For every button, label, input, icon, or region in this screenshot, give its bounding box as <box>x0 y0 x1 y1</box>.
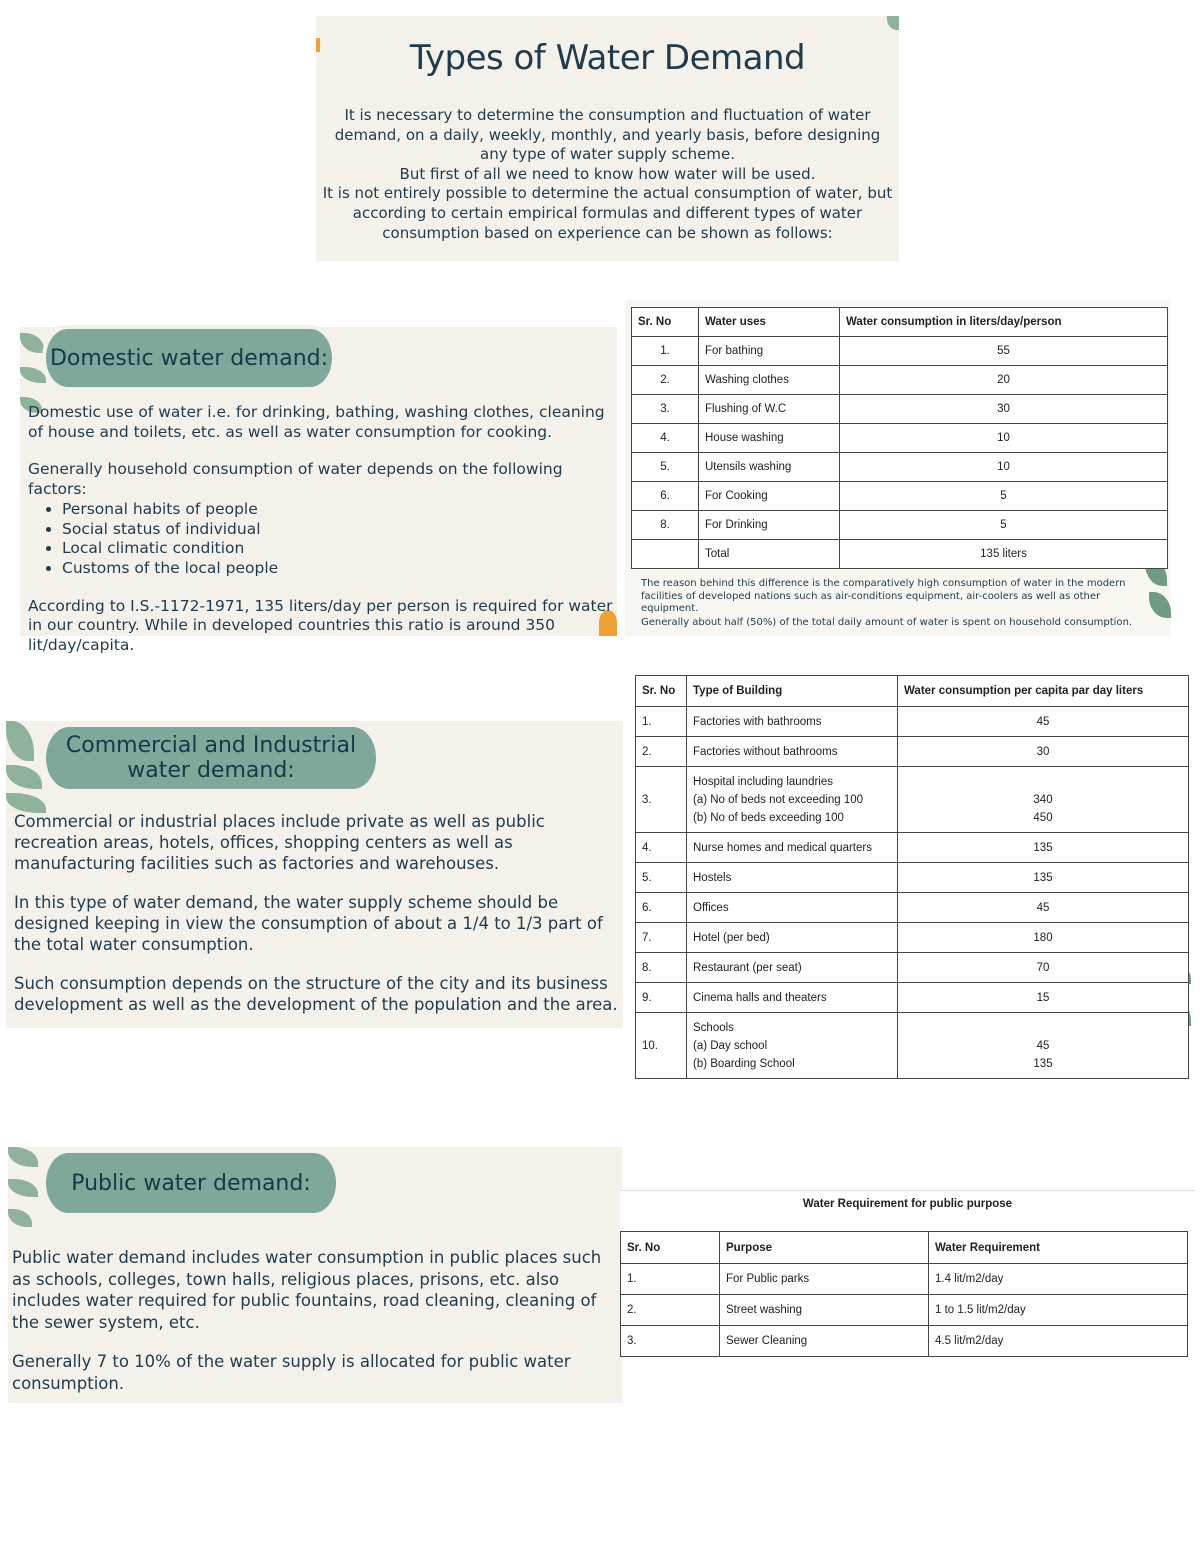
table-cell: 135 liters <box>840 540 1168 569</box>
table-cell: 1. <box>632 337 699 366</box>
table-cell: 7. <box>636 923 687 953</box>
table-row <box>632 453 1168 482</box>
header-cell: Water uses <box>699 308 840 337</box>
table-cell: 30 <box>840 395 1168 424</box>
table-note: The reason behind this difference is the comparatively high consumption of water in the modern facilities of developed nations such as air-conditions equipment, air-coolers as well as other equipment. <box>641 578 1126 614</box>
table-cell: 4. <box>636 833 687 863</box>
intro-line: It is not entirely possible to determine the actual consumption of water, but according to certain empirical formulas and different types of water consumption based on experience can be shown as follows: <box>322 184 893 242</box>
intro-card <box>316 16 899 261</box>
table-row <box>632 337 1168 366</box>
list-item: • Social status of individual <box>62 520 613 540</box>
intro-text <box>322 106 893 243</box>
leaf-decoration <box>6 793 46 813</box>
table-header-row <box>621 1232 1188 1264</box>
leaf-decoration <box>887 16 899 30</box>
table-cell: 6. <box>636 893 687 923</box>
leaf-decoration <box>8 1147 38 1167</box>
table-row <box>636 923 1189 953</box>
table-row <box>636 833 1189 863</box>
public-requirement-table <box>620 1231 1188 1357</box>
header-cell: Sr. No <box>632 308 699 337</box>
table-cell: Washing clothes <box>699 366 840 395</box>
paragraph: Such consumption depends on the structure of the city and its business development as well as the development of the population and the area. <box>14 974 618 1014</box>
table-caption: Water Requirement for public purpose <box>620 1190 1195 1231</box>
header-cell: Type of Building <box>687 676 898 707</box>
table-cell: House washing <box>699 424 840 453</box>
section-heading: Domestic water demand: <box>46 329 332 387</box>
table-cell: For Drinking <box>699 511 840 540</box>
list-item: • Personal habits of people <box>62 500 613 520</box>
table-header-row <box>632 308 1168 337</box>
table-cell <box>687 767 898 833</box>
table-cell: 1 to 1.5 lit/m2/day <box>929 1295 1188 1326</box>
cell-line: 180 <box>1033 931 1053 944</box>
table-row <box>636 983 1189 1013</box>
table-cell: 20 <box>840 366 1168 395</box>
table-cell: 5. <box>636 863 687 893</box>
table-cell: Sewer Cleaning <box>720 1326 929 1357</box>
leaf-decoration <box>6 765 42 789</box>
cell-line: 30 <box>1036 745 1050 758</box>
table-row <box>621 1264 1188 1295</box>
leaf-decoration <box>6 721 34 761</box>
cell-line: 340 <box>1033 793 1053 806</box>
cell-line: Factories with bathrooms <box>693 715 822 728</box>
table-row <box>632 366 1168 395</box>
header-cell: Water Requirement <box>929 1232 1188 1264</box>
cell-line: Hospital including laundries <box>693 775 833 788</box>
public-table-card <box>620 1190 1195 1357</box>
paragraph: Public water demand includes water consumption in public places such as schools, colleges, town halls, religious places, prisons, etc. also includes water required for public fountains, road cleaning, cleaning of the sewer system, etc. <box>12 1248 602 1332</box>
header-cell: Purpose <box>720 1232 929 1264</box>
cell-line: Schools <box>693 1021 734 1034</box>
table-cell: 1. <box>621 1264 720 1295</box>
table-cell: 10 <box>840 424 1168 453</box>
table-cell: 2. <box>632 366 699 395</box>
table-cell: 4. <box>632 424 699 453</box>
cell-line: 15 <box>1036 991 1050 1004</box>
table-cell: Total <box>699 540 840 569</box>
table-cell: Street washing <box>720 1295 929 1326</box>
public-card <box>8 1147 622 1403</box>
table-cell <box>632 540 699 569</box>
cell-line: Cinema halls and theaters <box>693 991 827 1004</box>
leaf-decoration <box>1149 592 1171 618</box>
cell-line: 135 <box>1033 841 1053 854</box>
table-row <box>632 482 1168 511</box>
table-cell <box>898 863 1189 893</box>
cell-line: 45 <box>1036 1039 1050 1052</box>
table-cell: 3. <box>636 767 687 833</box>
table-cell <box>898 833 1189 863</box>
table-cell <box>687 893 898 923</box>
intro-line: It is necessary to determine the consumption and fluctuation of water demand, on a daily, weekly, monthly, and yearly basis, before designing any type of water supply scheme. <box>334 106 881 164</box>
cell-line: Hostels <box>693 871 732 884</box>
table-cell: Utensils washing <box>699 453 840 482</box>
header-cell: Sr. No <box>636 676 687 707</box>
cell-line: Nurse homes and medical quarters <box>693 841 872 854</box>
cell-line: (a) No of beds not exceeding 100 <box>693 793 864 806</box>
table-cell: 1. <box>636 707 687 737</box>
leaf-decoration <box>20 333 44 353</box>
cell-line: 450 <box>1033 811 1053 824</box>
table-cell: 5. <box>632 453 699 482</box>
table-cell <box>898 707 1189 737</box>
cell-line: 135 <box>1033 1057 1053 1070</box>
domestic-card <box>20 327 617 655</box>
table-cell <box>898 953 1189 983</box>
table-cell <box>687 1013 898 1079</box>
list-item: • Customs of the local people <box>62 559 613 579</box>
table-cell: 2. <box>621 1295 720 1326</box>
table-cell: For Public parks <box>720 1264 929 1295</box>
table-cell <box>898 767 1189 833</box>
paragraph: Generally 7 to 10% of the water supply is allocated for public water consumption. <box>12 1352 571 1393</box>
table-row <box>621 1326 1188 1357</box>
header-cell: Water consumption in liters/day/person <box>840 308 1168 337</box>
table-cell: 10. <box>636 1013 687 1079</box>
table-cell: 3. <box>632 395 699 424</box>
table-cell <box>898 923 1189 953</box>
commercial-card <box>6 721 623 1028</box>
cell-line: 45 <box>1036 715 1050 728</box>
section-heading <box>46 727 376 789</box>
domestic-body <box>28 403 613 674</box>
factor-list <box>28 500 613 579</box>
cell-line: Hotel (per bed) <box>693 931 770 944</box>
header-cell: Water consumption per capita par day liters <box>898 676 1189 707</box>
cell-line: 45 <box>1036 901 1050 914</box>
table-row <box>636 707 1189 737</box>
leaf-decoration <box>20 367 46 383</box>
cell-line: Restaurant (per seat) <box>693 961 802 974</box>
table-cell: 1.4 lit/m2/day <box>929 1264 1188 1295</box>
table-cell <box>898 893 1189 923</box>
paragraph: Commercial or industrial places include private as well as public recreation areas, hotels, offices, shopping centers as well as manufacturing facilities such as factories and warehouses. <box>14 812 545 873</box>
list-item: • Local climatic condition <box>62 539 613 559</box>
table-header-row <box>636 676 1189 707</box>
domestic-table-card <box>625 300 1171 636</box>
table-cell <box>898 737 1189 767</box>
domestic-consumption-table <box>631 307 1168 569</box>
table-cell: 5 <box>840 482 1168 511</box>
table-cell <box>898 1013 1189 1079</box>
table-row <box>632 424 1168 453</box>
table-cell: For bathing <box>699 337 840 366</box>
table-row <box>636 953 1189 983</box>
table-cell <box>898 983 1189 1013</box>
paragraph: In this type of water demand, the water supply scheme should be designed keeping in view the consumption of about a 1/4 to 1/3 part of the total water consumption. <box>14 893 603 954</box>
paragraph: Domestic use of water i.e. for drinking, bathing, washing clothes, cleaning of house and toilets, etc. as well as water consumption for cooking. <box>28 403 605 441</box>
table-row <box>636 737 1189 767</box>
table-cell: 4.5 lit/m2/day <box>929 1326 1188 1357</box>
table-row <box>636 1013 1189 1079</box>
table-row <box>636 863 1189 893</box>
table-row <box>636 767 1189 833</box>
table-cell: 5 <box>840 511 1168 540</box>
table-cell: For Cooking <box>699 482 840 511</box>
table-cell <box>687 983 898 1013</box>
heading-line: Commercial and Industrial <box>65 733 357 758</box>
intro-line: But first of all we need to know how water will be used. <box>399 164 816 183</box>
cell-line: (b) Boarding School <box>693 1057 795 1070</box>
cell-line: (b) No of beds exceeding 100 <box>693 811 844 824</box>
table-cell: 3. <box>621 1326 720 1357</box>
leaf-decoration <box>8 1209 32 1227</box>
public-body <box>12 1247 620 1412</box>
table-row <box>632 540 1168 569</box>
cell-line: (a) Day school <box>693 1039 768 1052</box>
table-cell <box>687 833 898 863</box>
table-cell: 2. <box>636 737 687 767</box>
page-title: Types of Water Demand <box>409 38 806 78</box>
table-cell <box>687 953 898 983</box>
cell-line <box>904 1019 1182 1037</box>
table-note: Generally about half (50%) of the total daily amount of water is spent on household consumption. <box>641 617 1133 628</box>
commercial-consumption-table <box>635 675 1189 1079</box>
cell-line <box>904 773 1182 791</box>
cell-line: 70 <box>1036 961 1050 974</box>
table-cell <box>687 707 898 737</box>
table-row <box>632 395 1168 424</box>
table-cell <box>687 737 898 767</box>
table-cell: Flushing of W.C <box>699 395 840 424</box>
table-cell: 9. <box>636 983 687 1013</box>
table-cell: 6. <box>632 482 699 511</box>
commercial-body <box>14 811 622 1033</box>
cell-line: Offices <box>693 901 729 914</box>
cell-line: 135 <box>1033 871 1053 884</box>
table-cell <box>687 863 898 893</box>
paragraph: Generally household consumption of water depends on the following factors: <box>28 460 563 499</box>
table-cell: 8. <box>632 511 699 540</box>
table-cell <box>687 923 898 953</box>
leaf-decoration <box>8 1179 38 1197</box>
paragraph: According to I.S.-1172-1971, 135 liters/day per person is required for water in our country. While in developed countries this ratio is around 350 lit/day/capita. <box>28 596 613 655</box>
table-cell: 55 <box>840 337 1168 366</box>
cell-line: Factories without bathrooms <box>693 745 838 758</box>
table-cell: 8. <box>636 953 687 983</box>
section-heading: Public water demand: <box>46 1153 336 1213</box>
table-row <box>621 1295 1188 1326</box>
table-cell: 10 <box>840 453 1168 482</box>
heading-line: water demand: <box>127 758 295 783</box>
table-row <box>636 893 1189 923</box>
table-row <box>632 511 1168 540</box>
commercial-table-card <box>629 672 1191 1079</box>
header-cell: Sr. No <box>621 1232 720 1264</box>
